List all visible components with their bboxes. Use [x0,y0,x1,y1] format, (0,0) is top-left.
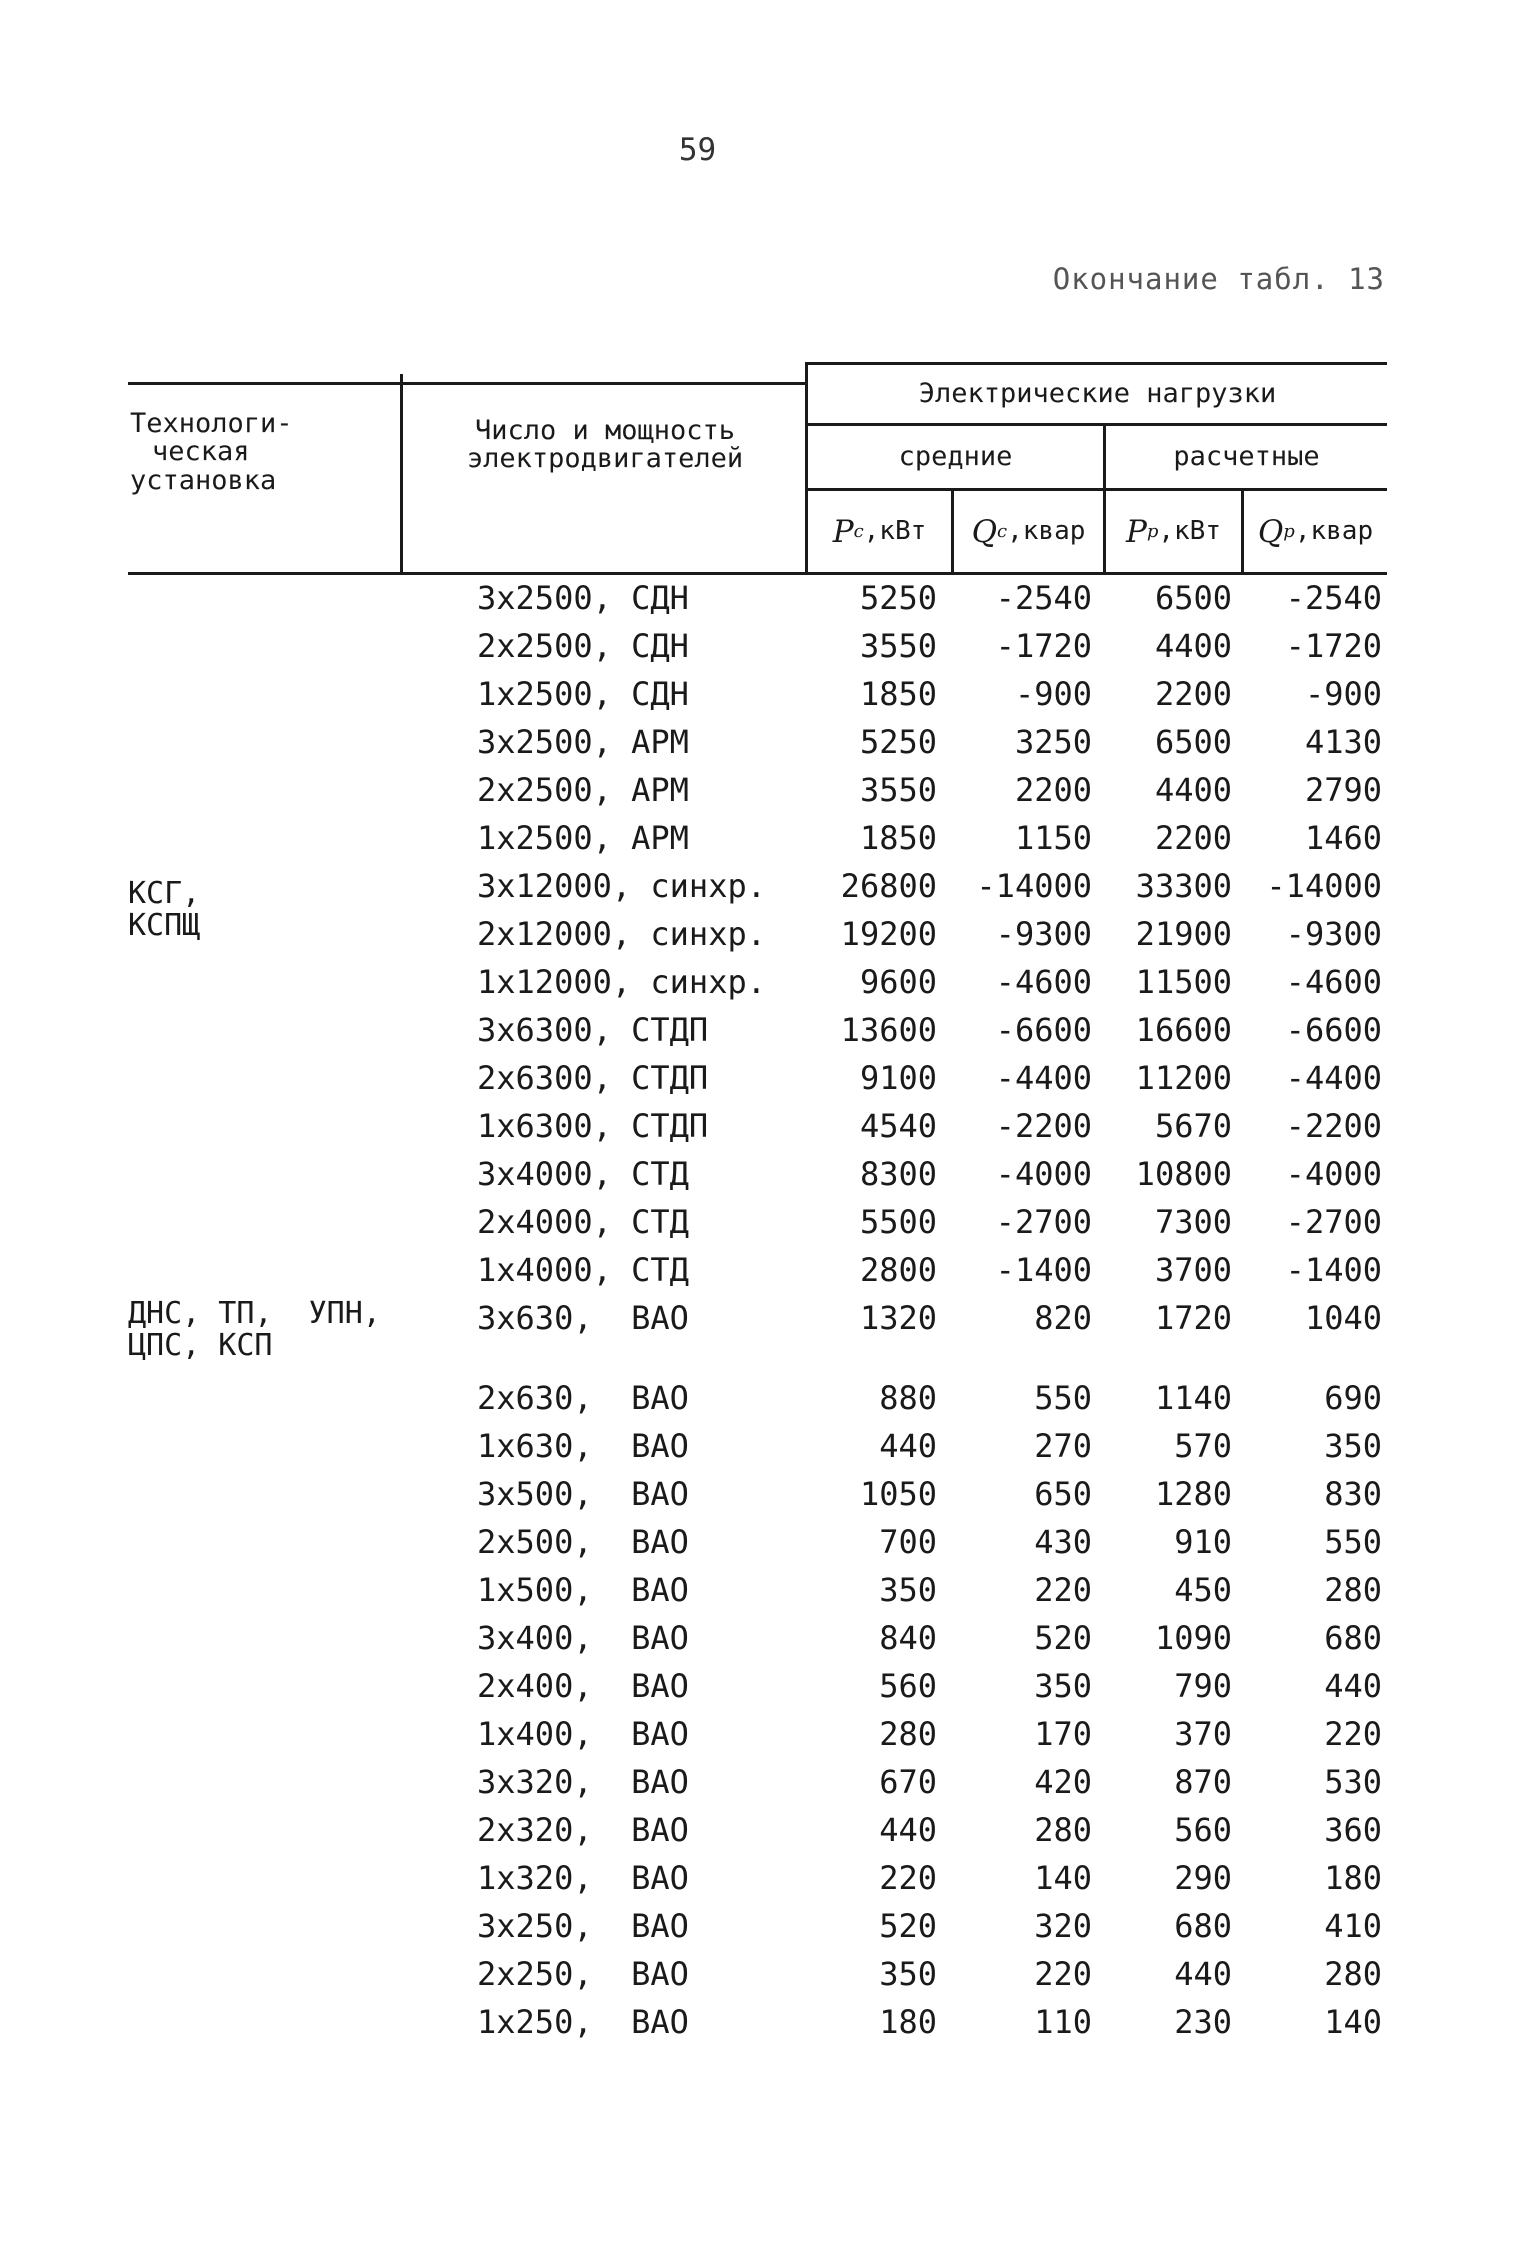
cell-pp: 6500 [1154,579,1232,617]
table-row [0,1154,1535,1194]
cell-pc: 670 [879,1763,937,1801]
cell-pp: 5670 [1154,1107,1232,1145]
cell-pp: 3700 [1154,1251,1232,1289]
cell-pc: 2800 [859,1251,937,1289]
table-row [0,1858,1535,1898]
motor-count-power: 1x500, ВАО [477,1571,689,1609]
table-row [0,770,1535,810]
header-motors [410,410,800,480]
cell-pc: 180 [879,2003,937,2041]
cell-pc: 5500 [859,1203,937,1241]
cell-qp: 1040 [1304,1299,1382,1337]
cell-pc: 840 [879,1619,937,1657]
table-row [0,1378,1535,1418]
col-divider-installation [400,374,403,574]
cell-qp: 180 [1324,1859,1382,1897]
header-installation-line: Технологи- [130,408,293,439]
cell-qc: 140 [1034,1859,1092,1897]
motor-count-power: 1x400, ВАО [477,1715,689,1753]
cell-pc: 8300 [859,1155,937,1193]
header-average: средние [898,440,1013,472]
header-col-pp [1106,492,1241,572]
cell-pc: 350 [879,1955,937,1993]
header-installation-line: ческая [152,436,250,468]
cell-qc: 3250 [1014,723,1092,761]
cell-pp: 10800 [1135,1155,1232,1193]
cell-qp: 280 [1324,1571,1382,1609]
cell-qc: -6600 [995,1011,1092,1049]
cell-qp: 410 [1324,1907,1382,1945]
cell-pc: 1050 [859,1475,937,1513]
cell-pc: 350 [879,1571,937,1609]
cell-qc: -1720 [995,627,1092,665]
cell-pp: 1720 [1154,1299,1232,1337]
unit-qp: ,квар [1294,516,1374,547]
cell-qc: -4000 [995,1155,1092,1193]
cell-pp: 1280 [1154,1475,1232,1513]
installation-line: КСПЩ [128,908,201,943]
cell-pp: 450 [1174,1571,1232,1609]
table-row [0,1762,1535,1802]
table-row [0,1058,1535,1098]
table-row [0,626,1535,666]
cell-pc: 26800 [840,867,937,905]
motor-count-power: 1x250, ВАО [477,2003,689,2041]
table-top-rule-right [805,362,1387,365]
cell-qp: 830 [1324,1475,1382,1513]
cell-qc: -2700 [995,1203,1092,1241]
table-top-rule-left [128,382,805,385]
cell-qc: -2540 [995,579,1092,617]
cell-pc: 1850 [859,675,937,713]
cell-qc: -9300 [995,915,1092,953]
motor-count-power: 3x500, ВАО [477,1475,689,1513]
unit-pc: ,кВт [863,516,927,547]
cell-qp: 280 [1324,1955,1382,1993]
motor-count-power: 2x2500, СДН [477,627,689,665]
cell-qc: -4600 [995,963,1092,1001]
cell-pc: 520 [879,1907,937,1945]
cell-qp: 350 [1324,1427,1382,1465]
cell-qp: 690 [1324,1379,1382,1417]
cell-pc: 440 [879,1427,937,1465]
motor-count-power: 2x2500, АРМ [477,771,689,809]
cell-pp: 2200 [1154,675,1232,713]
motor-count-power: 2x400, ВАО [477,1667,689,1705]
cell-pp: 1140 [1154,1379,1232,1417]
cell-pp: 440 [1174,1955,1232,1993]
cell-pc: 440 [879,1811,937,1849]
cell-qp: -1720 [1285,627,1382,665]
motor-count-power: 2x630, ВАО [477,1379,689,1417]
table-row [0,1426,1535,1466]
cell-pp: 560 [1174,1811,1232,1849]
subgroup-divider-rule [805,488,1387,491]
subscript-pp: p [1146,520,1159,542]
cell-qc: 170 [1034,1715,1092,1753]
cell-qp: -1400 [1285,1251,1382,1289]
header-bottom-rule [128,572,1387,575]
cell-pp: 11500 [1135,963,1232,1001]
motor-count-power: 2x12000, синхр. [477,915,766,953]
cell-qp: -4600 [1285,963,1382,1001]
header-electrical-loads: Электрические нагрузки [918,377,1277,409]
cell-qp: 550 [1324,1523,1382,1561]
cell-qc: 430 [1034,1523,1092,1561]
cell-pp: 370 [1174,1715,1232,1753]
header-col-qp [1244,492,1387,572]
cell-qc: 320 [1034,1907,1092,1945]
symbol-qp: Q [1257,513,1284,550]
cell-pc: 9100 [859,1059,937,1097]
table-row [0,866,1535,906]
cell-pp: 2200 [1154,819,1232,857]
table-row [0,914,1535,954]
cell-qp: 440 [1324,1667,1382,1705]
cell-qc: 110 [1034,2003,1092,2041]
cell-pp: 4400 [1154,627,1232,665]
header-col-qc [954,492,1103,572]
motor-count-power: 1x6300, СТДП [477,1107,709,1145]
cell-qc: 550 [1034,1379,1092,1417]
table-row [0,1202,1535,1242]
cell-pp: 4400 [1154,771,1232,809]
cell-qp: 680 [1324,1619,1382,1657]
table-row [0,1106,1535,1146]
group-divider-rule [805,423,1387,426]
motor-count-power: 3x630, ВАО [477,1299,689,1337]
cell-qc: 220 [1034,1571,1092,1609]
table-row [0,1810,1535,1850]
symbol-pp: P [1125,513,1147,550]
cell-pp: 6500 [1154,723,1232,761]
table-row [0,1570,1535,1610]
cell-qp: -9300 [1285,915,1382,953]
header-installation [130,410,395,530]
table-row [0,2002,1535,2042]
motor-count-power: 3x2500, АРМ [477,723,689,761]
cell-qc: 2200 [1014,771,1092,809]
cell-pc: 280 [879,1715,937,1753]
cell-qc: 280 [1034,1811,1092,1849]
unit-pp: ,кВт [1158,516,1221,547]
cell-pp: 870 [1174,1763,1232,1801]
table-row [0,1522,1535,1562]
symbol-pc: P [832,513,854,550]
cell-pc: 3550 [859,771,937,809]
subscript-qc: c [997,520,1008,542]
cell-pp: 21900 [1135,915,1232,953]
cell-pp: 7300 [1154,1203,1232,1241]
cell-pp: 290 [1174,1859,1232,1897]
cell-qc: 820 [1034,1299,1092,1337]
cell-pc: 560 [879,1667,937,1705]
table-row [0,1906,1535,1946]
cell-qc: 650 [1034,1475,1092,1513]
cell-qc: -900 [1014,675,1092,713]
motor-count-power: 3x250, ВАО [477,1907,689,1945]
header-design: расчетные [1173,440,1320,472]
motor-count-power: 1x630, ВАО [477,1427,689,1465]
unit-qc: ,квар [1007,516,1086,547]
cell-qc: -2200 [995,1107,1092,1145]
table-row [0,1010,1535,1050]
motor-count-power: 1x320, ВАО [477,1859,689,1897]
motor-count-power: 2x6300, СТДП [477,1059,709,1097]
cell-pc: 220 [879,1859,937,1897]
table-row [0,722,1535,762]
motor-count-power: 2x250, ВАО [477,1955,689,1993]
cell-qp: -2540 [1285,579,1382,617]
table-row [0,1954,1535,1994]
cell-qc: 270 [1034,1427,1092,1465]
cell-qc: 350 [1034,1667,1092,1705]
cell-pp: 910 [1174,1523,1232,1561]
motor-count-power: 1x2500, АРМ [477,819,689,857]
cell-pp: 11200 [1135,1059,1232,1097]
cell-qc: 220 [1034,1955,1092,1993]
cell-pp: 790 [1174,1667,1232,1705]
motor-count-power: 1x2500, СДН [477,675,689,713]
header-motors-line: Число и мощность [474,414,736,446]
motor-count-power: 3x4000, СТД [477,1155,689,1193]
cell-qc: 1150 [1014,819,1092,857]
cell-qp: 360 [1324,1811,1382,1849]
cell-pp: 680 [1174,1907,1232,1945]
installation-line: ДНС, ТП, УПН, [128,1296,381,1331]
table-row [0,1298,1535,1338]
cell-pc: 19200 [840,915,937,953]
cell-qp: -2200 [1285,1107,1382,1145]
cell-qp: 220 [1324,1715,1382,1753]
cell-pp: 230 [1174,2003,1232,2041]
cell-pc: 13600 [840,1011,937,1049]
symbol-qc: Q [971,513,998,550]
motor-count-power: 3x320, ВАО [477,1763,689,1801]
table-row [0,1250,1535,1290]
cell-qp: -2700 [1285,1203,1382,1241]
cell-qp: 530 [1324,1763,1382,1801]
cell-pc: 9600 [859,963,937,1001]
cell-qp: 2790 [1304,771,1382,809]
subscript-pc: c [853,520,864,542]
motor-count-power: 2x320, ВАО [477,1811,689,1849]
cell-pp: 33300 [1135,867,1232,905]
installation-line: ЦПС, КСП [128,1328,273,1363]
header-installation-line: установка [130,464,277,496]
table-caption: Окончание табл. 13 [1052,262,1385,296]
cell-pc: 4540 [859,1107,937,1145]
cell-qc: 420 [1034,1763,1092,1801]
table-row [0,962,1535,1002]
cell-pc: 1320 [859,1299,937,1337]
cell-pp: 16600 [1135,1011,1232,1049]
header-col-pc [808,492,951,572]
cell-qp: -900 [1304,675,1382,713]
cell-pc: 1850 [859,819,937,857]
cell-qp: -6600 [1285,1011,1382,1049]
cell-qc: -4400 [995,1059,1092,1097]
installation-line: КСГ, [128,876,201,911]
motor-count-power: 1x12000, синхр. [477,963,766,1001]
table-row [0,578,1535,618]
motor-count-power: 2x4000, СТД [477,1203,689,1241]
cell-pc: 700 [879,1523,937,1561]
cell-qc: -14000 [976,867,1092,905]
page-number: 59 [678,132,717,168]
cell-qp: -14000 [1266,867,1382,905]
table-row [0,1618,1535,1658]
header-motors-line: электродвигателей [466,443,744,474]
table-row [0,674,1535,714]
cell-pc: 5250 [859,723,937,761]
cell-qc: -1400 [995,1251,1092,1289]
motor-count-power: 1x4000, СТД [477,1251,689,1289]
cell-qp: -4400 [1285,1059,1382,1097]
motor-count-power: 3x400, ВАО [477,1619,689,1657]
cell-pc: 5250 [859,579,937,617]
cell-qc: 520 [1034,1619,1092,1657]
motor-count-power: 3x2500, СДН [477,579,689,617]
cell-pc: 880 [879,1379,937,1417]
subscript-qp: p [1283,520,1295,542]
table-row [0,1714,1535,1754]
table-row [0,1666,1535,1706]
cell-pc: 3550 [859,627,937,665]
table-row [0,818,1535,858]
cell-pp: 1090 [1154,1619,1232,1657]
motor-count-power: 3x12000, синхр. [477,867,766,905]
cell-qp: -4000 [1285,1155,1382,1193]
cell-qp: 1460 [1304,819,1382,857]
cell-pp: 570 [1174,1427,1232,1465]
table-row [0,1474,1535,1514]
cell-qp: 4130 [1304,723,1382,761]
cell-qp: 140 [1324,2003,1382,2041]
motor-count-power: 3x6300, СТДП [477,1011,709,1049]
motor-count-power: 2x500, ВАО [477,1523,689,1561]
